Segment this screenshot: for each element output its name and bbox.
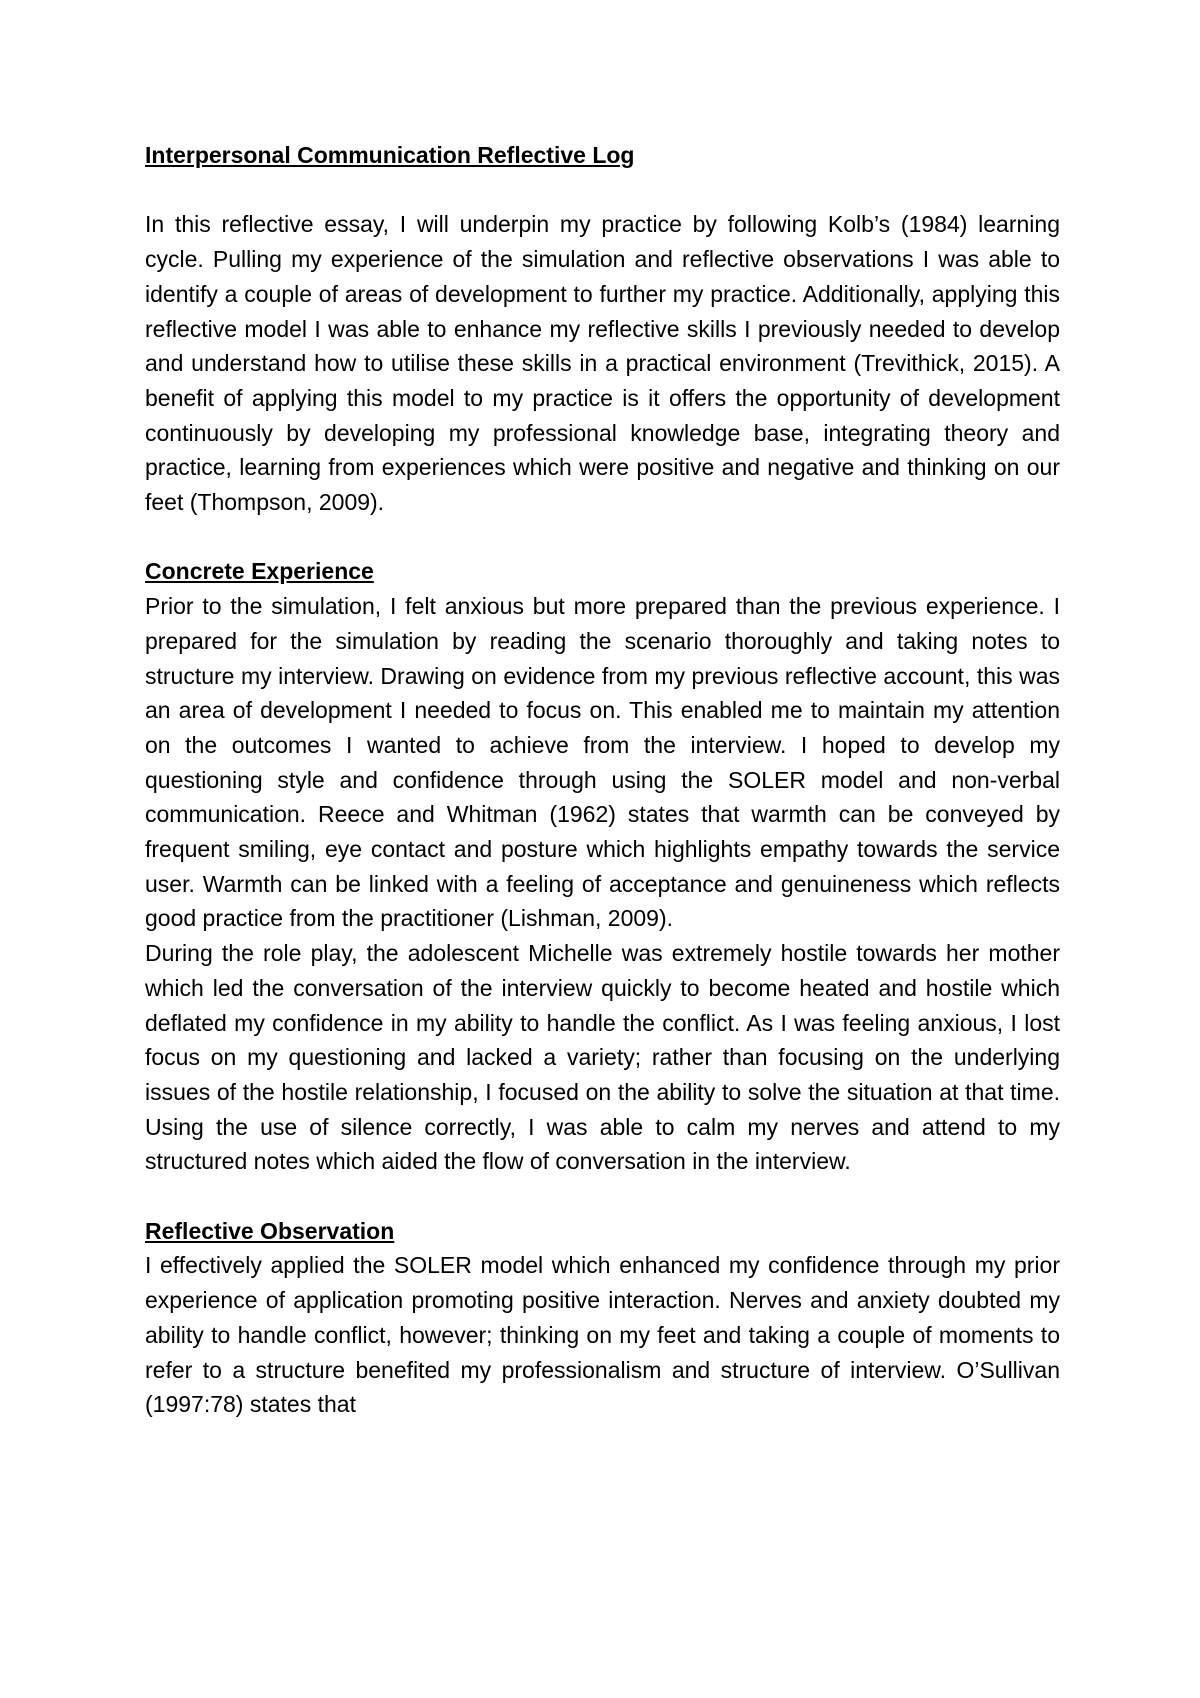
spacer — [145, 520, 1060, 555]
spacer — [145, 173, 1060, 208]
paragraph: During the role play, the adolescent Michelle was extremely hostile towards her mother which led the conversation of the interview quickly to become heated and hostile which deflated my confidence in my ability to handle the conflict. As I was feeling anxious, I lost focus on my questioning and lacked a variety; rather than focusing on the underlying issues of the hostile relationship, I focused on the ability to solve the situation at that time. Using the use of silence correctly, I was able to calm my nerves and attend to my structured notes which aided the flow of conversation in the interview. — [145, 940, 1060, 1175]
section-heading: Reflective Observation — [145, 1217, 395, 1244]
paragraph: I effectively applied the SOLER model which enhanced my confidence through my prior experience of application promoting positive interaction. Nerves and anxiety doubted my ability to handle conflict, however; thinking on my feet and taking a couple of moments to refer to a structure benefited my professionalism and structure of interview. O’Sullivan (1997:78) states that — [145, 1252, 1060, 1418]
section-heading: Concrete Experience — [145, 558, 374, 585]
document-body — [145, 138, 1060, 1422]
intro-paragraph: In this reflective essay, I will underpin my practice by following Kolb’s (1984) learning cycle. Pulling my experience of the simulation and reflective observations I was able to identify a couple of areas of development to further my practice. Additionally, applying this reflective model I was able to enhance my reflective skills I previously needed to develop and understand how to utilise these skills in a practical environment (Trevithick, 2015). A benefit of applying this model to my practice is it offers the opportunity of development continuously by developing my professional knowledge base, integrating theory and practice, learning from experiences which were positive and negative and thinking on our feet (Thompson, 2009). — [145, 211, 1060, 516]
spacer — [145, 1179, 1060, 1214]
paragraph: Prior to the simulation, I felt anxious but more prepared than the previous experience. I prepared for the simulation by reading the scenario thoroughly and taking notes to structure my interview. Drawing on evidence from my previous reflective account, this was an area of development I needed to focus on. This enabled me to maintain my attention on the outcomes I wanted to achieve from the interview. I hoped to develop my questioning style and confidence through using the SOLER model and non-verbal communication. Reece and Whitman (1962) states that warmth can be conveyed by frequent smiling, eye contact and posture which highlights empathy towards the service user. Warmth can be linked with a feeling of acceptance and genuineness which reflects good practice from the practitioner (Lishman, 2009). — [145, 593, 1060, 932]
document-title: Interpersonal Communication Reflective Log — [145, 142, 635, 168]
section-concrete-experience — [145, 554, 1060, 1179]
section-reflective-observation — [145, 1214, 1060, 1422]
